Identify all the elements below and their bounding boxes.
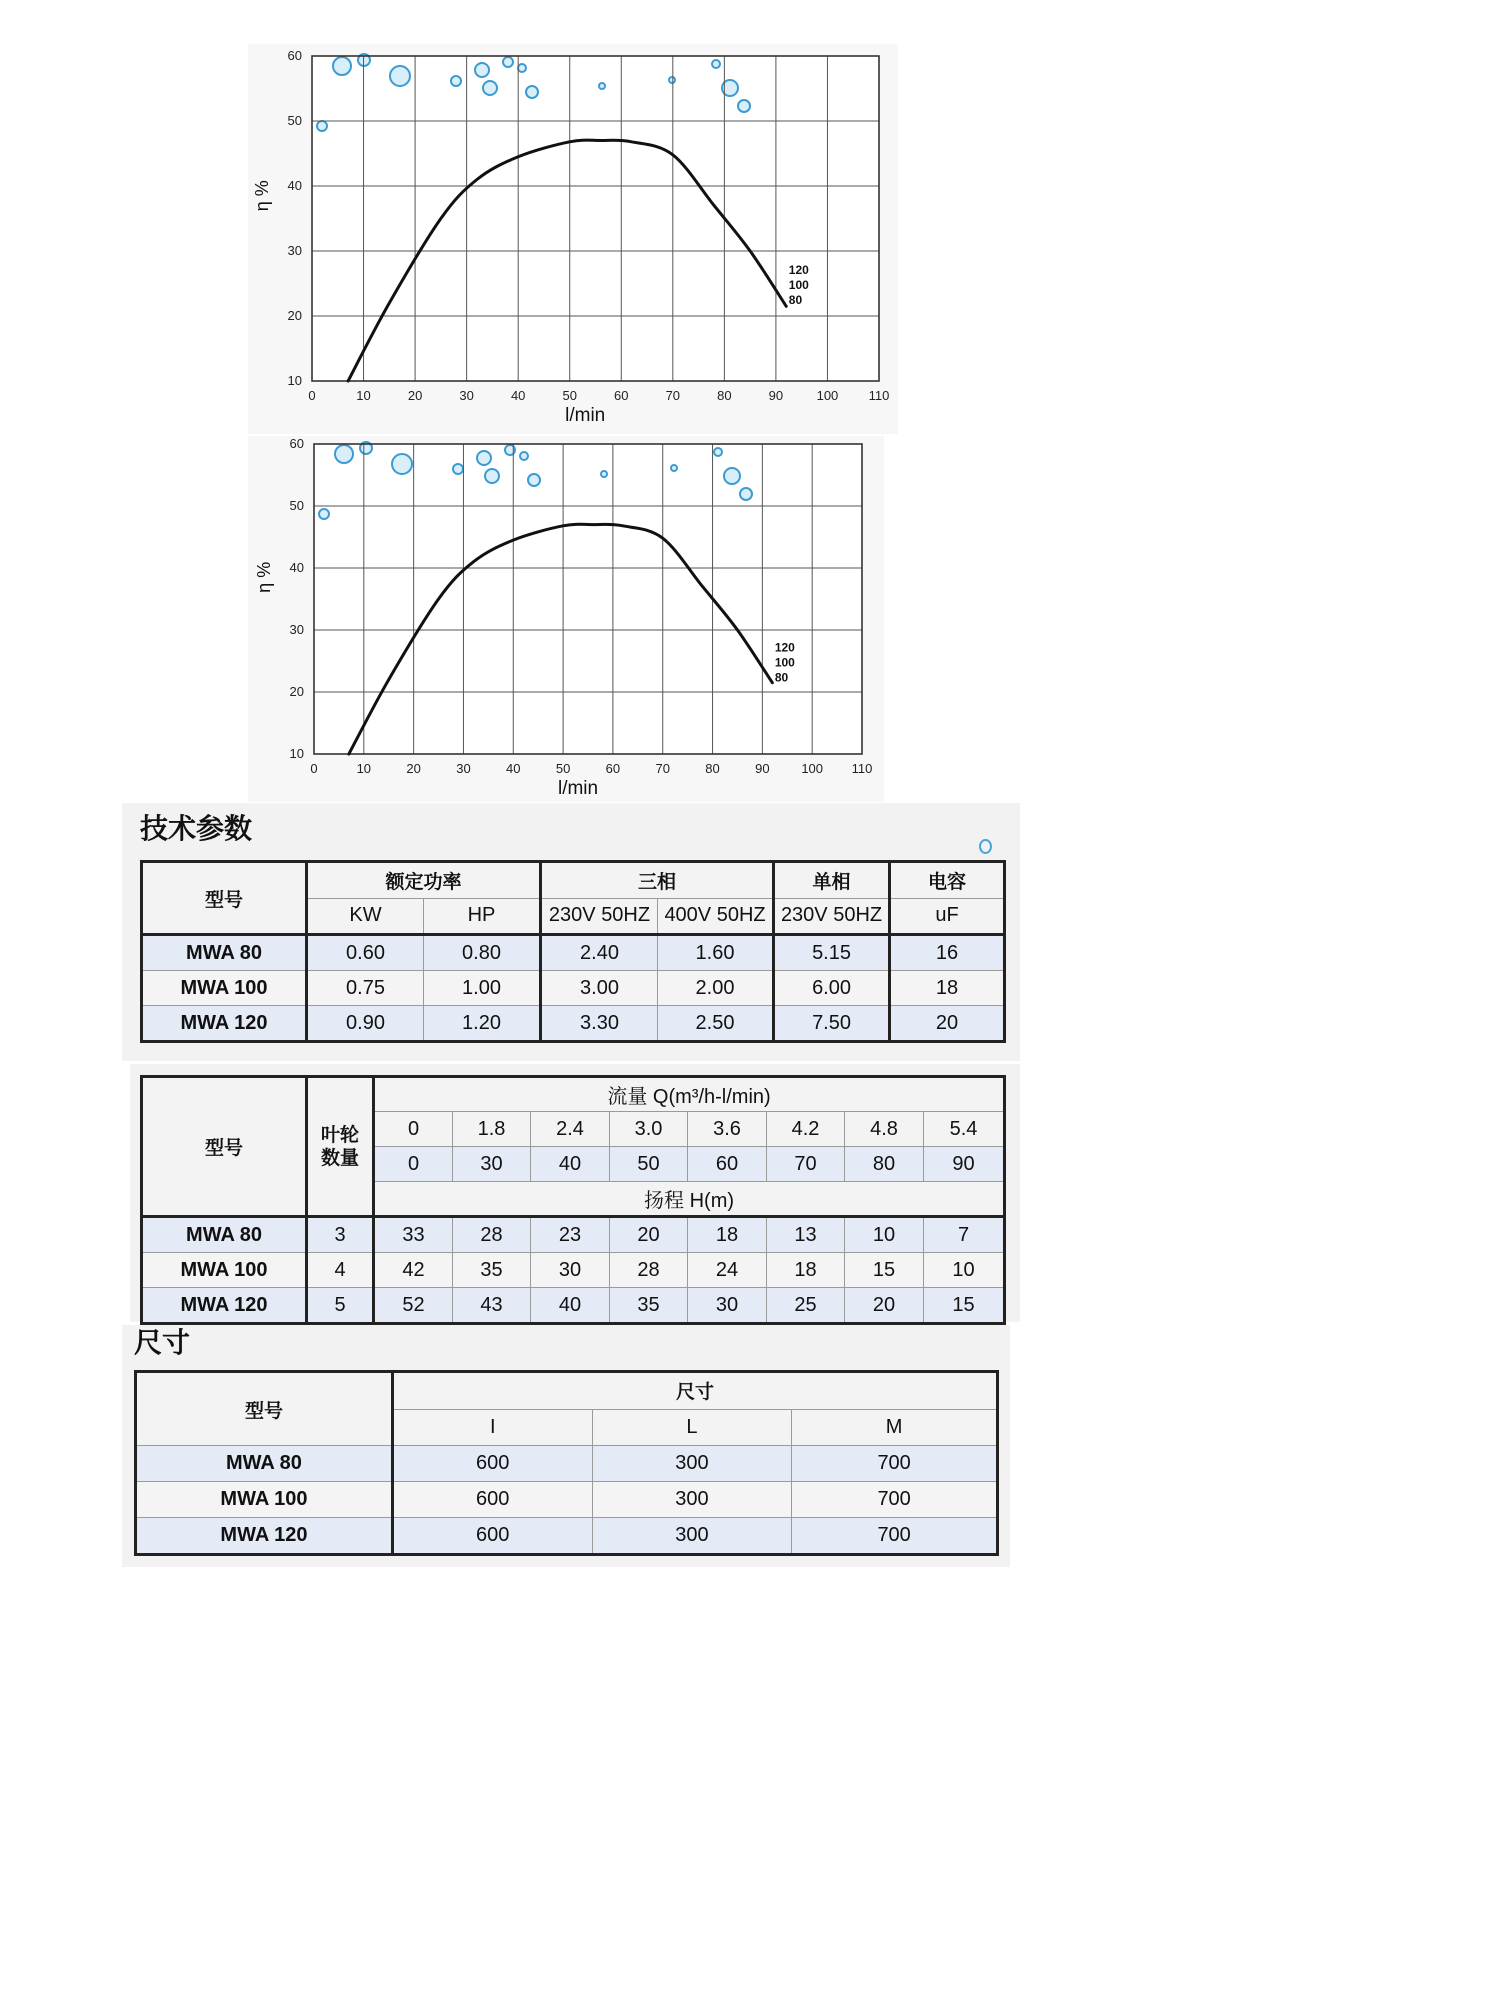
- flow-m3h-cell: 1.8: [453, 1112, 531, 1147]
- bubble-icon: [738, 100, 750, 112]
- bubble-icon: [601, 471, 607, 477]
- flow-lmin-cell: 30: [453, 1147, 531, 1182]
- x-tick-label: 100: [816, 388, 839, 403]
- impeller-cell: 3: [307, 1217, 374, 1253]
- bubble-icon: [333, 57, 351, 75]
- table-row: [142, 1006, 1005, 1042]
- dim-cell: 700: [792, 1482, 998, 1518]
- plot-area: [314, 444, 862, 754]
- value-cell: 1.00: [424, 971, 541, 1006]
- flow-m3h-cell: 3.6: [688, 1112, 767, 1147]
- curve-end-label: 120: [774, 640, 795, 655]
- x-tick-label: 80: [705, 761, 720, 776]
- y-tick-label: 40: [289, 560, 304, 575]
- bubble-icon: [475, 63, 489, 77]
- dims-model-header: 型号: [136, 1372, 393, 1446]
- curve-end-label: 100: [788, 277, 809, 292]
- bubble-icon: [671, 465, 677, 471]
- value-cell: 0.90: [307, 1006, 424, 1042]
- value-cell: 6.00: [774, 971, 890, 1006]
- dim-cell: 300: [592, 1518, 792, 1555]
- flow-lmin-cell: 60: [688, 1147, 767, 1182]
- efficiency-chart-1: [248, 44, 898, 434]
- value-cell: 20: [890, 1006, 1005, 1042]
- table-row: [142, 1217, 1005, 1253]
- dim-cell: 600: [392, 1446, 592, 1482]
- value-cell: 2.50: [658, 1006, 774, 1042]
- model-cell: MWA 100: [142, 1253, 307, 1288]
- y-tick-label: 50: [289, 498, 304, 513]
- bubble-icon: [528, 474, 540, 486]
- y-tick-label: 30: [289, 622, 304, 637]
- tech-single-phase-header: 单相: [774, 862, 890, 899]
- y-tick-label: 40: [287, 178, 302, 193]
- bubble-icon: [669, 77, 675, 83]
- tech-table: [140, 860, 1006, 1043]
- model-cell: MWA 80: [142, 1217, 307, 1253]
- y-axis-label: η %: [254, 561, 274, 593]
- bubble-icon: [451, 76, 461, 86]
- value-cell: 0.75: [307, 971, 424, 1006]
- bubble-icon: [453, 464, 463, 474]
- efficiency-chart-2: [248, 436, 884, 802]
- impeller-label-line1: 叶轮: [320, 1123, 359, 1146]
- tech-sub-230v-3ph: 230V 50HZ: [541, 898, 658, 935]
- value-cell: 18: [890, 971, 1005, 1006]
- tech-three-phase-header: 三相: [541, 862, 774, 899]
- dim-sub-m: M: [792, 1409, 998, 1445]
- bubble-icon: [520, 452, 528, 460]
- model-cell: MWA 80: [136, 1446, 393, 1482]
- head-cell: 30: [688, 1288, 767, 1324]
- dims-header: 尺寸: [392, 1372, 997, 1410]
- bubble-icon: [518, 64, 526, 72]
- efficiency-chart-2-svg: [248, 436, 884, 802]
- bubble-icon: [712, 60, 720, 68]
- impeller-cell: 5: [307, 1288, 374, 1324]
- value-cell: 3.00: [541, 971, 658, 1006]
- head-header: 扬程 H(m): [374, 1182, 1005, 1217]
- head-cell: 30: [531, 1253, 610, 1288]
- dim-cell: 600: [392, 1482, 592, 1518]
- head-cell: 24: [688, 1253, 767, 1288]
- y-tick-label: 10: [289, 746, 304, 761]
- head-cell: 10: [845, 1217, 924, 1253]
- x-tick-label: 100: [801, 761, 824, 776]
- head-cell: 18: [767, 1253, 845, 1288]
- model-cell: MWA 120: [142, 1288, 307, 1324]
- bubble-icon: [979, 839, 992, 854]
- table-row: [142, 971, 1005, 1006]
- x-tick-label: 30: [456, 761, 471, 776]
- table-row: [142, 935, 1005, 971]
- tech-capacitor-header: 电容: [890, 862, 1005, 899]
- x-tick-label: 50: [555, 761, 571, 776]
- perf-model-header: 型号: [142, 1077, 307, 1217]
- bubble-icon: [335, 445, 353, 463]
- bubble-icon: [503, 57, 513, 67]
- x-tick-label: 80: [717, 388, 732, 403]
- tech-sub-kw: KW: [307, 898, 424, 935]
- x-axis-label: l/min: [557, 778, 599, 799]
- head-cell: 42: [374, 1253, 453, 1288]
- efficiency-chart-1-svg: [248, 44, 898, 434]
- x-tick-label: 90: [755, 761, 770, 776]
- x-tick-label: 10: [356, 761, 372, 776]
- bubble-icon: [319, 509, 329, 519]
- x-tick-label: 10: [356, 388, 371, 403]
- x-tick-label: 30: [459, 388, 474, 403]
- tech-sub-uf: uF: [890, 898, 1005, 935]
- head-cell: 28: [610, 1253, 688, 1288]
- y-tick-label: 20: [287, 308, 302, 323]
- head-cell: 28: [453, 1217, 531, 1253]
- y-tick-label: 20: [289, 684, 304, 699]
- head-cell: 43: [453, 1288, 531, 1324]
- y-tick-label: 50: [287, 113, 302, 128]
- y-tick-label: 30: [287, 243, 302, 258]
- x-tick-label: 40: [506, 761, 521, 776]
- tech-sub-hp: HP: [424, 898, 541, 935]
- head-cell: 18: [688, 1217, 767, 1253]
- y-axis-label: η %: [252, 180, 272, 212]
- value-cell: 2.40: [541, 935, 658, 971]
- x-tick-label: 110: [851, 761, 873, 776]
- x-tick-label: 70: [655, 761, 670, 776]
- flow-m3h-cell: 4.2: [767, 1112, 845, 1147]
- table-row: [136, 1446, 998, 1482]
- curve-end-label: 100: [774, 655, 795, 670]
- impeller-cell: 4: [307, 1253, 374, 1288]
- head-cell: 25: [767, 1288, 845, 1324]
- y-tick-label: 60: [287, 48, 302, 63]
- head-cell: 7: [924, 1217, 1005, 1253]
- dim-cell: 600: [392, 1518, 592, 1555]
- value-cell: 1.60: [658, 935, 774, 971]
- value-cell: 0.80: [424, 935, 541, 971]
- head-cell: 40: [531, 1288, 610, 1324]
- dim-cell: 300: [592, 1446, 792, 1482]
- dim-cell: 300: [592, 1482, 792, 1518]
- dim-sub-i: I: [392, 1409, 592, 1445]
- flow-m3h-cell: 4.8: [845, 1112, 924, 1147]
- table-row: [142, 1288, 1005, 1324]
- model-cell: MWA 100: [136, 1482, 393, 1518]
- perf-impeller-header: [307, 1077, 374, 1217]
- tech-rated-power-header: 额定功率: [307, 862, 541, 899]
- x-tick-label: 50: [562, 388, 577, 403]
- x-tick-label: 70: [665, 388, 681, 403]
- x-tick-label: 20: [406, 761, 421, 776]
- value-cell: 1.20: [424, 1006, 541, 1042]
- dim-cell: 700: [792, 1446, 998, 1482]
- head-cell: 35: [453, 1253, 531, 1288]
- flow-lmin-cell: 70: [767, 1147, 845, 1182]
- head-cell: 15: [845, 1253, 924, 1288]
- flow-lmin-cell: 0: [374, 1147, 453, 1182]
- model-cell: MWA 80: [142, 935, 307, 971]
- model-cell: MWA 120: [142, 1006, 307, 1042]
- flow-m3h-cell: 3.0: [610, 1112, 688, 1147]
- tech-heading: 技术参数: [140, 812, 253, 845]
- head-cell: 10: [924, 1253, 1005, 1288]
- x-tick-label: 20: [407, 388, 423, 403]
- value-cell: 16: [890, 935, 1005, 971]
- y-tick-label: 60: [289, 436, 304, 451]
- flow-lmin-cell: 50: [610, 1147, 688, 1182]
- flow-m3h-cell: 0: [374, 1112, 453, 1147]
- dim-cell: 700: [792, 1518, 998, 1555]
- bubble-icon: [526, 86, 538, 98]
- value-cell: 2.00: [658, 971, 774, 1006]
- dim-sub-l: L: [592, 1409, 792, 1445]
- performance-table: [140, 1075, 1006, 1325]
- plot-area: [312, 56, 879, 381]
- bubble-icon: [477, 451, 491, 465]
- value-cell: 3.30: [541, 1006, 658, 1042]
- table-row: [136, 1482, 998, 1518]
- x-tick-label: 40: [510, 388, 526, 403]
- tech-sub-400v-3ph: 400V 50HZ: [658, 898, 774, 935]
- head-cell: 23: [531, 1217, 610, 1253]
- bubble-icon: [392, 454, 412, 474]
- dims-heading: 尺寸: [134, 1326, 191, 1359]
- value-cell: 0.60: [307, 935, 424, 971]
- bubble-icon: [714, 448, 722, 456]
- head-cell: 52: [374, 1288, 453, 1324]
- curve-end-label: 80: [788, 292, 803, 307]
- table-row: [142, 1253, 1005, 1288]
- head-cell: 20: [845, 1288, 924, 1324]
- bubble-icon: [724, 468, 740, 484]
- head-cell: 15: [924, 1288, 1005, 1324]
- x-tick-label: 110: [868, 388, 890, 403]
- model-cell: MWA 120: [136, 1518, 393, 1555]
- impeller-label-line2: 数量: [320, 1146, 359, 1169]
- flow-m3h-cell: 5.4: [924, 1112, 1005, 1147]
- x-tick-label: 0: [310, 761, 318, 776]
- dimensions-table: [134, 1370, 999, 1556]
- flow-header: 流量 Q(m³/h-l/min): [374, 1077, 1005, 1112]
- head-cell: 35: [610, 1288, 688, 1324]
- y-tick-label: 10: [287, 373, 302, 388]
- bubble-icon: [740, 488, 752, 500]
- flow-lmin-cell: 40: [531, 1147, 610, 1182]
- x-axis-label: l/min: [565, 405, 606, 426]
- bubble-icon: [599, 83, 605, 89]
- value-cell: 5.15: [774, 935, 890, 971]
- x-tick-label: 0: [308, 388, 316, 403]
- tech-sub-230v-1ph: 230V 50HZ: [774, 898, 890, 935]
- flow-m3h-cell: 2.4: [531, 1112, 610, 1147]
- head-cell: 20: [610, 1217, 688, 1253]
- head-cell: 13: [767, 1217, 845, 1253]
- bubble-icon: [317, 121, 327, 131]
- model-cell: MWA 100: [142, 971, 307, 1006]
- x-tick-label: 60: [614, 388, 629, 403]
- x-tick-label: 90: [768, 388, 784, 403]
- bubble-icon: [390, 66, 410, 86]
- curve-end-label: 80: [774, 670, 789, 685]
- bubble-icon: [483, 81, 497, 95]
- tech-model-header: 型号: [142, 862, 307, 935]
- flow-lmin-cell: 80: [845, 1147, 924, 1182]
- table-row: [136, 1518, 998, 1555]
- x-tick-label: 60: [605, 761, 621, 776]
- head-cell: 33: [374, 1217, 453, 1253]
- flow-lmin-cell: 90: [924, 1147, 1005, 1182]
- curve-end-label: 120: [788, 262, 809, 277]
- bubble-icon: [485, 469, 499, 483]
- value-cell: 7.50: [774, 1006, 890, 1042]
